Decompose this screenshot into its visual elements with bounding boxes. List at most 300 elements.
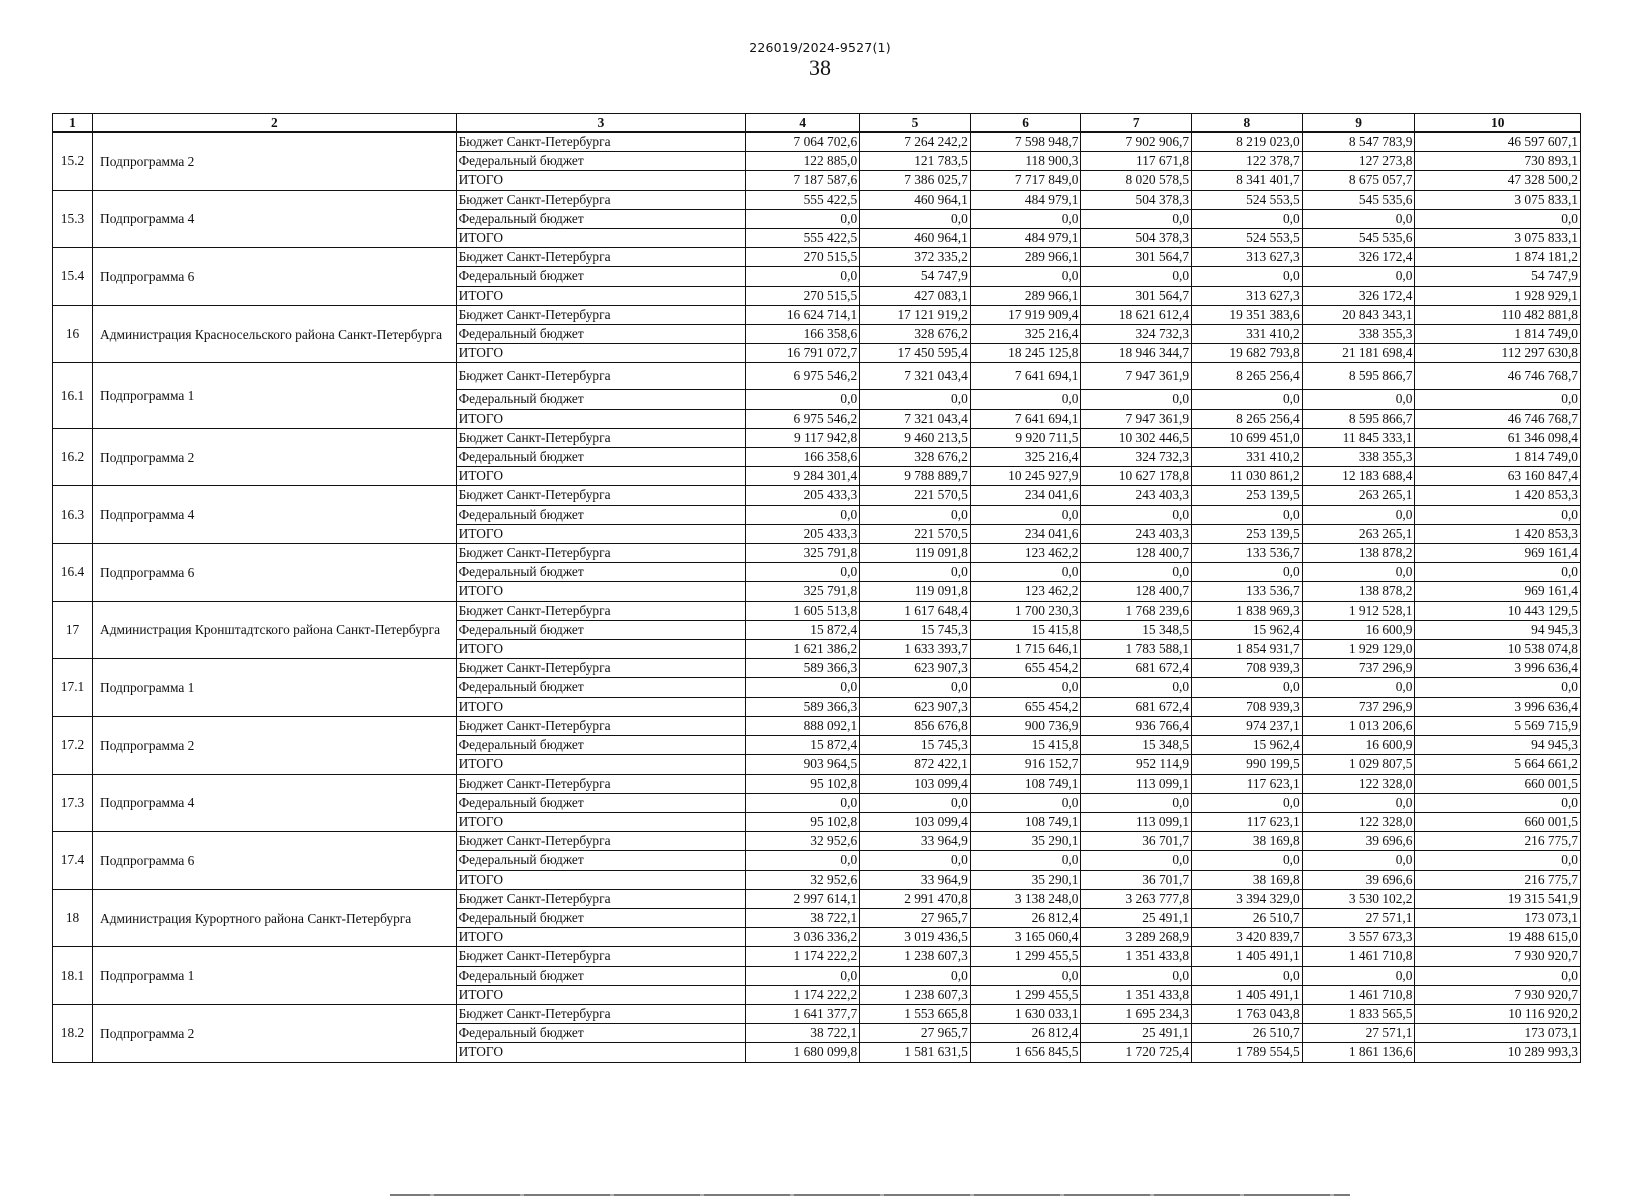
table-row bbox=[53, 486, 1581, 505]
value-cell-col-6: 0,0 bbox=[970, 851, 1081, 870]
value-cell-col-9: 11 845 333,1 bbox=[1302, 428, 1415, 447]
value-cell-col-5: 1 633 393,7 bbox=[860, 640, 971, 659]
value-cell-col-6: 123 462,2 bbox=[970, 544, 1081, 563]
value-cell-col-7: 113 099,1 bbox=[1081, 774, 1192, 793]
value-cell-col-7: 1 695 234,3 bbox=[1081, 1004, 1192, 1023]
value-cell-col-10: 173 073,1 bbox=[1415, 908, 1581, 927]
funding-source: ИТОГО bbox=[456, 467, 746, 486]
value-cell-col-6: 325 216,4 bbox=[970, 325, 1081, 344]
value-cell-col-6: 1 656 845,5 bbox=[970, 1043, 1081, 1062]
value-cell-col-8: 708 939,3 bbox=[1192, 659, 1303, 678]
funding-source: Бюджет Санкт-Петербурга bbox=[456, 774, 746, 793]
value-cell-col-7: 7 902 906,7 bbox=[1081, 132, 1192, 152]
value-cell-col-7: 1 351 433,8 bbox=[1081, 985, 1192, 1004]
column-header-10: 10 bbox=[1415, 114, 1581, 133]
value-cell-col-9: 138 878,2 bbox=[1302, 582, 1415, 601]
value-cell-col-9: 1 461 710,8 bbox=[1302, 947, 1415, 966]
funding-source: Бюджет Санкт-Петербурга bbox=[456, 716, 746, 735]
table-row bbox=[53, 716, 1581, 735]
value-cell-col-7: 36 701,7 bbox=[1081, 870, 1192, 889]
value-cell-col-8: 10 699 451,0 bbox=[1192, 428, 1303, 447]
value-cell-col-10: 7 930 920,7 bbox=[1415, 985, 1581, 1004]
value-cell-col-4: 325 791,8 bbox=[746, 544, 860, 563]
value-cell-col-7: 3 263 777,8 bbox=[1081, 889, 1192, 908]
value-cell-col-8: 708 939,3 bbox=[1192, 697, 1303, 716]
value-cell-col-9: 263 265,1 bbox=[1302, 486, 1415, 505]
value-cell-col-8: 38 169,8 bbox=[1192, 870, 1303, 889]
value-cell-col-4: 6 975 546,2 bbox=[746, 363, 860, 390]
funding-source: Бюджет Санкт-Петербурга bbox=[456, 248, 746, 267]
funding-source: ИТОГО bbox=[456, 812, 746, 831]
value-cell-col-6: 35 290,1 bbox=[970, 870, 1081, 889]
value-cell-col-7: 504 378,3 bbox=[1081, 190, 1192, 209]
value-cell-col-8: 11 030 861,2 bbox=[1192, 467, 1303, 486]
value-cell-col-6: 10 245 927,9 bbox=[970, 467, 1081, 486]
value-cell-col-7: 15 348,5 bbox=[1081, 736, 1192, 755]
row-number: 17.2 bbox=[53, 716, 93, 774]
value-cell-col-4: 1 680 099,8 bbox=[746, 1043, 860, 1062]
value-cell-col-10: 216 775,7 bbox=[1415, 870, 1581, 889]
value-cell-col-8: 0,0 bbox=[1192, 851, 1303, 870]
value-cell-col-4: 16 791 072,7 bbox=[746, 344, 860, 363]
value-cell-col-5: 623 907,3 bbox=[860, 659, 971, 678]
funding-source: Федеральный бюджет bbox=[456, 966, 746, 985]
value-cell-col-6: 0,0 bbox=[970, 793, 1081, 812]
value-cell-col-10: 46 746 768,7 bbox=[1415, 363, 1581, 390]
value-cell-col-6: 123 462,2 bbox=[970, 582, 1081, 601]
value-cell-col-6: 0,0 bbox=[970, 267, 1081, 286]
value-cell-col-8: 1 405 491,1 bbox=[1192, 947, 1303, 966]
value-cell-col-5: 103 099,4 bbox=[860, 812, 971, 831]
value-cell-col-8: 990 199,5 bbox=[1192, 755, 1303, 774]
funding-source: Федеральный бюджет bbox=[456, 325, 746, 344]
row-number: 18.2 bbox=[53, 1004, 93, 1062]
value-cell-col-8: 15 962,4 bbox=[1192, 736, 1303, 755]
value-cell-col-7: 681 672,4 bbox=[1081, 659, 1192, 678]
program-name: Администрация Кронштадтского района Санкт-Петербурга bbox=[93, 601, 457, 659]
column-header-8: 8 bbox=[1192, 114, 1303, 133]
value-cell-col-5: 221 570,5 bbox=[860, 486, 971, 505]
value-cell-col-10: 5 664 661,2 bbox=[1415, 755, 1581, 774]
value-cell-col-10: 47 328 500,2 bbox=[1415, 171, 1581, 190]
value-cell-col-5: 7 321 043,4 bbox=[860, 409, 971, 428]
value-cell-col-5: 0,0 bbox=[860, 505, 971, 524]
value-cell-col-6: 325 216,4 bbox=[970, 448, 1081, 467]
program-name: Подпрограмма 4 bbox=[93, 774, 457, 832]
value-cell-col-8: 122 378,7 bbox=[1192, 152, 1303, 171]
row-number: 16.3 bbox=[53, 486, 93, 544]
value-cell-col-6: 916 152,7 bbox=[970, 755, 1081, 774]
value-cell-col-6: 234 041,6 bbox=[970, 486, 1081, 505]
table-row bbox=[53, 132, 1581, 152]
value-cell-col-5: 0,0 bbox=[860, 563, 971, 582]
value-cell-col-10: 19 488 615,0 bbox=[1415, 928, 1581, 947]
value-cell-col-5: 7 264 242,2 bbox=[860, 132, 971, 152]
value-cell-col-7: 936 766,4 bbox=[1081, 716, 1192, 735]
value-cell-col-8: 8 265 256,4 bbox=[1192, 409, 1303, 428]
column-header-1: 1 bbox=[53, 114, 93, 133]
value-cell-col-6: 1 299 455,5 bbox=[970, 985, 1081, 1004]
value-cell-col-5: 427 083,1 bbox=[860, 286, 971, 305]
value-cell-col-4: 0,0 bbox=[746, 563, 860, 582]
value-cell-col-7: 0,0 bbox=[1081, 267, 1192, 286]
value-cell-col-8: 974 237,1 bbox=[1192, 716, 1303, 735]
funding-source: Бюджет Санкт-Петербурга bbox=[456, 889, 746, 908]
value-cell-col-8: 26 510,7 bbox=[1192, 908, 1303, 927]
value-cell-col-7: 10 627 178,8 bbox=[1081, 467, 1192, 486]
value-cell-col-10: 0,0 bbox=[1415, 209, 1581, 228]
value-cell-col-7: 952 114,9 bbox=[1081, 755, 1192, 774]
value-cell-col-8: 1 763 043,8 bbox=[1192, 1004, 1303, 1023]
value-cell-col-9: 8 595 866,7 bbox=[1302, 409, 1415, 428]
value-cell-col-5: 33 964,9 bbox=[860, 832, 971, 851]
value-cell-col-10: 5 569 715,9 bbox=[1415, 716, 1581, 735]
funding-source: Бюджет Санкт-Петербурга bbox=[456, 601, 746, 620]
value-cell-col-6: 26 812,4 bbox=[970, 908, 1081, 927]
program-name: Подпрограмма 2 bbox=[93, 1004, 457, 1062]
value-cell-col-4: 38 722,1 bbox=[746, 908, 860, 927]
value-cell-col-5: 623 907,3 bbox=[860, 697, 971, 716]
value-cell-col-5: 0,0 bbox=[860, 851, 971, 870]
row-number: 17.3 bbox=[53, 774, 93, 832]
program-name: Подпрограмма 4 bbox=[93, 486, 457, 544]
table-row bbox=[53, 305, 1581, 324]
value-cell-col-4: 38 722,1 bbox=[746, 1024, 860, 1043]
row-number: 15.2 bbox=[53, 132, 93, 190]
value-cell-col-9: 122 328,0 bbox=[1302, 774, 1415, 793]
value-cell-col-7: 25 491,1 bbox=[1081, 908, 1192, 927]
funding-source: Федеральный бюджет bbox=[456, 793, 746, 812]
value-cell-col-8: 0,0 bbox=[1192, 390, 1303, 409]
value-cell-col-7: 243 403,3 bbox=[1081, 524, 1192, 543]
value-cell-col-5: 460 964,1 bbox=[860, 190, 971, 209]
value-cell-col-6: 1 715 646,1 bbox=[970, 640, 1081, 659]
value-cell-col-9: 0,0 bbox=[1302, 851, 1415, 870]
value-cell-col-7: 301 564,7 bbox=[1081, 286, 1192, 305]
value-cell-col-10: 46 597 607,1 bbox=[1415, 132, 1581, 152]
funding-source: Федеральный бюджет bbox=[456, 563, 746, 582]
value-cell-col-4: 1 621 386,2 bbox=[746, 640, 860, 659]
value-cell-col-10: 0,0 bbox=[1415, 966, 1581, 985]
value-cell-col-10: 3 996 636,4 bbox=[1415, 659, 1581, 678]
value-cell-col-9: 21 181 698,4 bbox=[1302, 344, 1415, 363]
value-cell-col-10: 54 747,9 bbox=[1415, 267, 1581, 286]
value-cell-col-7: 0,0 bbox=[1081, 678, 1192, 697]
value-cell-col-10: 94 945,3 bbox=[1415, 736, 1581, 755]
value-cell-col-8: 19 351 383,6 bbox=[1192, 305, 1303, 324]
table-body bbox=[53, 132, 1581, 1062]
value-cell-col-9: 0,0 bbox=[1302, 793, 1415, 812]
value-cell-col-7: 25 491,1 bbox=[1081, 1024, 1192, 1043]
value-cell-col-4: 16 624 714,1 bbox=[746, 305, 860, 324]
funding-source: Федеральный бюджет bbox=[456, 851, 746, 870]
column-header-9: 9 bbox=[1302, 114, 1415, 133]
value-cell-col-5: 872 422,1 bbox=[860, 755, 971, 774]
value-cell-col-7: 113 099,1 bbox=[1081, 812, 1192, 831]
value-cell-col-9: 0,0 bbox=[1302, 505, 1415, 524]
value-cell-col-10: 173 073,1 bbox=[1415, 1024, 1581, 1043]
value-cell-col-7: 301 564,7 bbox=[1081, 248, 1192, 267]
value-cell-col-4: 32 952,6 bbox=[746, 870, 860, 889]
value-cell-col-5: 17 121 919,2 bbox=[860, 305, 971, 324]
funding-source: ИТОГО bbox=[456, 1043, 746, 1062]
value-cell-col-9: 545 535,6 bbox=[1302, 190, 1415, 209]
value-cell-col-8: 1 838 969,3 bbox=[1192, 601, 1303, 620]
value-cell-col-6: 0,0 bbox=[970, 505, 1081, 524]
value-cell-col-6: 0,0 bbox=[970, 966, 1081, 985]
table-row bbox=[53, 248, 1581, 267]
value-cell-col-9: 0,0 bbox=[1302, 390, 1415, 409]
value-cell-col-7: 8 020 578,5 bbox=[1081, 171, 1192, 190]
value-cell-col-8: 313 627,3 bbox=[1192, 286, 1303, 305]
value-cell-col-9: 0,0 bbox=[1302, 209, 1415, 228]
value-cell-col-8: 1 405 491,1 bbox=[1192, 985, 1303, 1004]
value-cell-col-10: 10 443 129,5 bbox=[1415, 601, 1581, 620]
value-cell-col-5: 1 238 607,3 bbox=[860, 947, 971, 966]
value-cell-col-8: 19 682 793,8 bbox=[1192, 344, 1303, 363]
funding-source: Федеральный бюджет bbox=[456, 678, 746, 697]
value-cell-col-4: 0,0 bbox=[746, 267, 860, 286]
row-number: 15.3 bbox=[53, 190, 93, 248]
value-cell-col-5: 103 099,4 bbox=[860, 774, 971, 793]
value-cell-col-8: 524 553,5 bbox=[1192, 190, 1303, 209]
funding-source: Федеральный бюджет bbox=[456, 209, 746, 228]
value-cell-col-8: 117 623,1 bbox=[1192, 774, 1303, 793]
value-cell-col-9: 20 843 343,1 bbox=[1302, 305, 1415, 324]
value-cell-col-6: 18 245 125,8 bbox=[970, 344, 1081, 363]
value-cell-col-4: 589 366,3 bbox=[746, 697, 860, 716]
value-cell-col-7: 324 732,3 bbox=[1081, 448, 1192, 467]
value-cell-col-8: 253 139,5 bbox=[1192, 524, 1303, 543]
funding-source: ИТОГО bbox=[456, 697, 746, 716]
program-name: Администрация Красносельского района Санкт-Петербурга bbox=[93, 305, 457, 363]
value-cell-col-9: 326 172,4 bbox=[1302, 248, 1415, 267]
value-cell-col-8: 133 536,7 bbox=[1192, 544, 1303, 563]
value-cell-col-8: 331 410,2 bbox=[1192, 448, 1303, 467]
program-name: Администрация Курортного района Санкт-Петербурга bbox=[93, 889, 457, 947]
header-row bbox=[53, 114, 1581, 133]
funding-source: Бюджет Санкт-Петербурга bbox=[456, 486, 746, 505]
value-cell-col-6: 289 966,1 bbox=[970, 248, 1081, 267]
value-cell-col-7: 3 289 268,9 bbox=[1081, 928, 1192, 947]
value-cell-col-5: 54 747,9 bbox=[860, 267, 971, 286]
value-cell-col-5: 17 450 595,4 bbox=[860, 344, 971, 363]
row-number: 18.1 bbox=[53, 947, 93, 1005]
value-cell-col-8: 8 341 401,7 bbox=[1192, 171, 1303, 190]
value-cell-col-4: 166 358,6 bbox=[746, 325, 860, 344]
value-cell-col-6: 0,0 bbox=[970, 209, 1081, 228]
column-header-4: 4 bbox=[746, 114, 860, 133]
value-cell-col-9: 39 696,6 bbox=[1302, 870, 1415, 889]
program-name: Подпрограмма 1 bbox=[93, 363, 457, 428]
value-cell-col-10: 3 996 636,4 bbox=[1415, 697, 1581, 716]
value-cell-col-6: 3 165 060,4 bbox=[970, 928, 1081, 947]
value-cell-col-6: 900 736,9 bbox=[970, 716, 1081, 735]
budget-table bbox=[52, 113, 1581, 1063]
value-cell-col-8: 253 139,5 bbox=[1192, 486, 1303, 505]
funding-source: Бюджет Санкт-Петербурга bbox=[456, 544, 746, 563]
value-cell-col-10: 112 297 630,8 bbox=[1415, 344, 1581, 363]
value-cell-col-5: 9 460 213,5 bbox=[860, 428, 971, 447]
value-cell-col-9: 0,0 bbox=[1302, 678, 1415, 697]
value-cell-col-9: 3 557 673,3 bbox=[1302, 928, 1415, 947]
table-row bbox=[53, 190, 1581, 209]
value-cell-col-8: 133 536,7 bbox=[1192, 582, 1303, 601]
value-cell-col-4: 0,0 bbox=[746, 390, 860, 409]
value-cell-col-10: 3 075 833,1 bbox=[1415, 190, 1581, 209]
value-cell-col-10: 46 746 768,7 bbox=[1415, 409, 1581, 428]
value-cell-col-6: 26 812,4 bbox=[970, 1024, 1081, 1043]
value-cell-col-8: 3 420 839,7 bbox=[1192, 928, 1303, 947]
value-cell-col-4: 1 174 222,2 bbox=[746, 985, 860, 1004]
value-cell-col-6: 118 900,3 bbox=[970, 152, 1081, 171]
value-cell-col-6: 484 979,1 bbox=[970, 229, 1081, 248]
table-row bbox=[53, 889, 1581, 908]
value-cell-col-6: 0,0 bbox=[970, 390, 1081, 409]
value-cell-col-9: 16 600,9 bbox=[1302, 620, 1415, 639]
funding-source: Бюджет Санкт-Петербурга bbox=[456, 832, 746, 851]
value-cell-col-5: 0,0 bbox=[860, 678, 971, 697]
funding-source: ИТОГО bbox=[456, 524, 746, 543]
value-cell-col-7: 7 947 361,9 bbox=[1081, 363, 1192, 390]
value-cell-col-4: 0,0 bbox=[746, 966, 860, 985]
value-cell-col-10: 1 928 929,1 bbox=[1415, 286, 1581, 305]
value-cell-col-10: 1 420 853,3 bbox=[1415, 524, 1581, 543]
funding-source: Бюджет Санкт-Петербурга bbox=[456, 363, 746, 390]
value-cell-col-5: 15 745,3 bbox=[860, 620, 971, 639]
value-cell-col-6: 655 454,2 bbox=[970, 697, 1081, 716]
value-cell-col-4: 205 433,3 bbox=[746, 486, 860, 505]
value-cell-col-9: 1 833 565,5 bbox=[1302, 1004, 1415, 1023]
value-cell-col-5: 1 553 665,8 bbox=[860, 1004, 971, 1023]
value-cell-col-10: 0,0 bbox=[1415, 563, 1581, 582]
value-cell-col-4: 1 174 222,2 bbox=[746, 947, 860, 966]
value-cell-col-5: 0,0 bbox=[860, 209, 971, 228]
value-cell-col-6: 108 749,1 bbox=[970, 812, 1081, 831]
row-number: 17 bbox=[53, 601, 93, 659]
value-cell-col-4: 15 872,4 bbox=[746, 736, 860, 755]
value-cell-col-9: 138 878,2 bbox=[1302, 544, 1415, 563]
value-cell-col-8: 8 265 256,4 bbox=[1192, 363, 1303, 390]
value-cell-col-10: 63 160 847,4 bbox=[1415, 467, 1581, 486]
funding-source: ИТОГО bbox=[456, 755, 746, 774]
value-cell-col-7: 324 732,3 bbox=[1081, 325, 1192, 344]
value-cell-col-4: 95 102,8 bbox=[746, 774, 860, 793]
row-number: 17.4 bbox=[53, 832, 93, 890]
funding-source: ИТОГО bbox=[456, 985, 746, 1004]
value-cell-col-5: 372 335,2 bbox=[860, 248, 971, 267]
value-cell-col-8: 331 410,2 bbox=[1192, 325, 1303, 344]
value-cell-col-10: 1 874 181,2 bbox=[1415, 248, 1581, 267]
value-cell-col-4: 15 872,4 bbox=[746, 620, 860, 639]
value-cell-col-8: 117 623,1 bbox=[1192, 812, 1303, 831]
funding-source: Федеральный бюджет bbox=[456, 267, 746, 286]
value-cell-col-5: 27 965,7 bbox=[860, 1024, 971, 1043]
value-cell-col-6: 1 700 230,3 bbox=[970, 601, 1081, 620]
value-cell-col-4: 7 187 587,6 bbox=[746, 171, 860, 190]
value-cell-col-10: 1 420 853,3 bbox=[1415, 486, 1581, 505]
program-name: Подпрограмма 4 bbox=[93, 190, 457, 248]
row-number: 16.2 bbox=[53, 428, 93, 486]
funding-source: Федеральный бюджет bbox=[456, 1024, 746, 1043]
value-cell-col-5: 15 745,3 bbox=[860, 736, 971, 755]
value-cell-col-10: 0,0 bbox=[1415, 390, 1581, 409]
column-header-2: 2 bbox=[93, 114, 457, 133]
value-cell-col-6: 17 919 909,4 bbox=[970, 305, 1081, 324]
value-cell-col-4: 555 422,5 bbox=[746, 190, 860, 209]
column-header-5: 5 bbox=[860, 114, 971, 133]
table-row bbox=[53, 428, 1581, 447]
program-name: Подпрограмма 2 bbox=[93, 132, 457, 190]
funding-source: Бюджет Санкт-Петербурга bbox=[456, 659, 746, 678]
value-cell-col-7: 117 671,8 bbox=[1081, 152, 1192, 171]
funding-source: Федеральный бюджет bbox=[456, 736, 746, 755]
value-cell-col-9: 0,0 bbox=[1302, 966, 1415, 985]
value-cell-col-5: 1 581 631,5 bbox=[860, 1043, 971, 1062]
value-cell-col-9: 1 461 710,8 bbox=[1302, 985, 1415, 1004]
value-cell-col-10: 216 775,7 bbox=[1415, 832, 1581, 851]
funding-source: ИТОГО bbox=[456, 640, 746, 659]
value-cell-col-4: 1 641 377,7 bbox=[746, 1004, 860, 1023]
funding-source: Федеральный бюджет bbox=[456, 908, 746, 927]
funding-source: ИТОГО bbox=[456, 870, 746, 889]
funding-source: ИТОГО bbox=[456, 928, 746, 947]
value-cell-col-10: 7 930 920,7 bbox=[1415, 947, 1581, 966]
value-cell-col-8: 524 553,5 bbox=[1192, 229, 1303, 248]
value-cell-col-4: 888 092,1 bbox=[746, 716, 860, 735]
value-cell-col-7: 0,0 bbox=[1081, 505, 1192, 524]
funding-source: Бюджет Санкт-Петербурга bbox=[456, 947, 746, 966]
value-cell-col-4: 9 284 301,4 bbox=[746, 467, 860, 486]
value-cell-col-10: 660 001,5 bbox=[1415, 774, 1581, 793]
column-header-6: 6 bbox=[970, 114, 1081, 133]
value-cell-col-7: 1 783 588,1 bbox=[1081, 640, 1192, 659]
value-cell-col-7: 18 946 344,7 bbox=[1081, 344, 1192, 363]
program-name: Подпрограмма 2 bbox=[93, 428, 457, 486]
value-cell-col-9: 263 265,1 bbox=[1302, 524, 1415, 543]
value-cell-col-9: 326 172,4 bbox=[1302, 286, 1415, 305]
funding-source: ИТОГО bbox=[456, 286, 746, 305]
value-cell-col-5: 3 019 436,5 bbox=[860, 928, 971, 947]
value-cell-col-9: 0,0 bbox=[1302, 267, 1415, 286]
program-name: Подпрограмма 6 bbox=[93, 544, 457, 602]
value-cell-col-10: 10 538 074,8 bbox=[1415, 640, 1581, 659]
value-cell-col-10: 61 346 098,4 bbox=[1415, 428, 1581, 447]
value-cell-col-4: 3 036 336,2 bbox=[746, 928, 860, 947]
value-cell-col-6: 15 415,8 bbox=[970, 620, 1081, 639]
value-cell-col-5: 7 321 043,4 bbox=[860, 363, 971, 390]
value-cell-col-9: 8 547 783,9 bbox=[1302, 132, 1415, 152]
value-cell-col-4: 1 605 513,8 bbox=[746, 601, 860, 620]
funding-source: Федеральный бюджет bbox=[456, 620, 746, 639]
row-number: 16.1 bbox=[53, 363, 93, 428]
value-cell-col-7: 0,0 bbox=[1081, 851, 1192, 870]
value-cell-col-4: 32 952,6 bbox=[746, 832, 860, 851]
value-cell-col-5: 460 964,1 bbox=[860, 229, 971, 248]
value-cell-col-9: 39 696,6 bbox=[1302, 832, 1415, 851]
value-cell-col-9: 1 929 129,0 bbox=[1302, 640, 1415, 659]
value-cell-col-4: 0,0 bbox=[746, 678, 860, 697]
funding-source: ИТОГО bbox=[456, 344, 746, 363]
funding-source: Бюджет Санкт-Петербурга bbox=[456, 1004, 746, 1023]
value-cell-col-8: 0,0 bbox=[1192, 267, 1303, 286]
value-cell-col-10: 969 161,4 bbox=[1415, 544, 1581, 563]
value-cell-col-7: 0,0 bbox=[1081, 793, 1192, 812]
value-cell-col-4: 122 885,0 bbox=[746, 152, 860, 171]
value-cell-col-4: 0,0 bbox=[746, 209, 860, 228]
value-cell-col-6: 0,0 bbox=[970, 678, 1081, 697]
value-cell-col-6: 35 290,1 bbox=[970, 832, 1081, 851]
